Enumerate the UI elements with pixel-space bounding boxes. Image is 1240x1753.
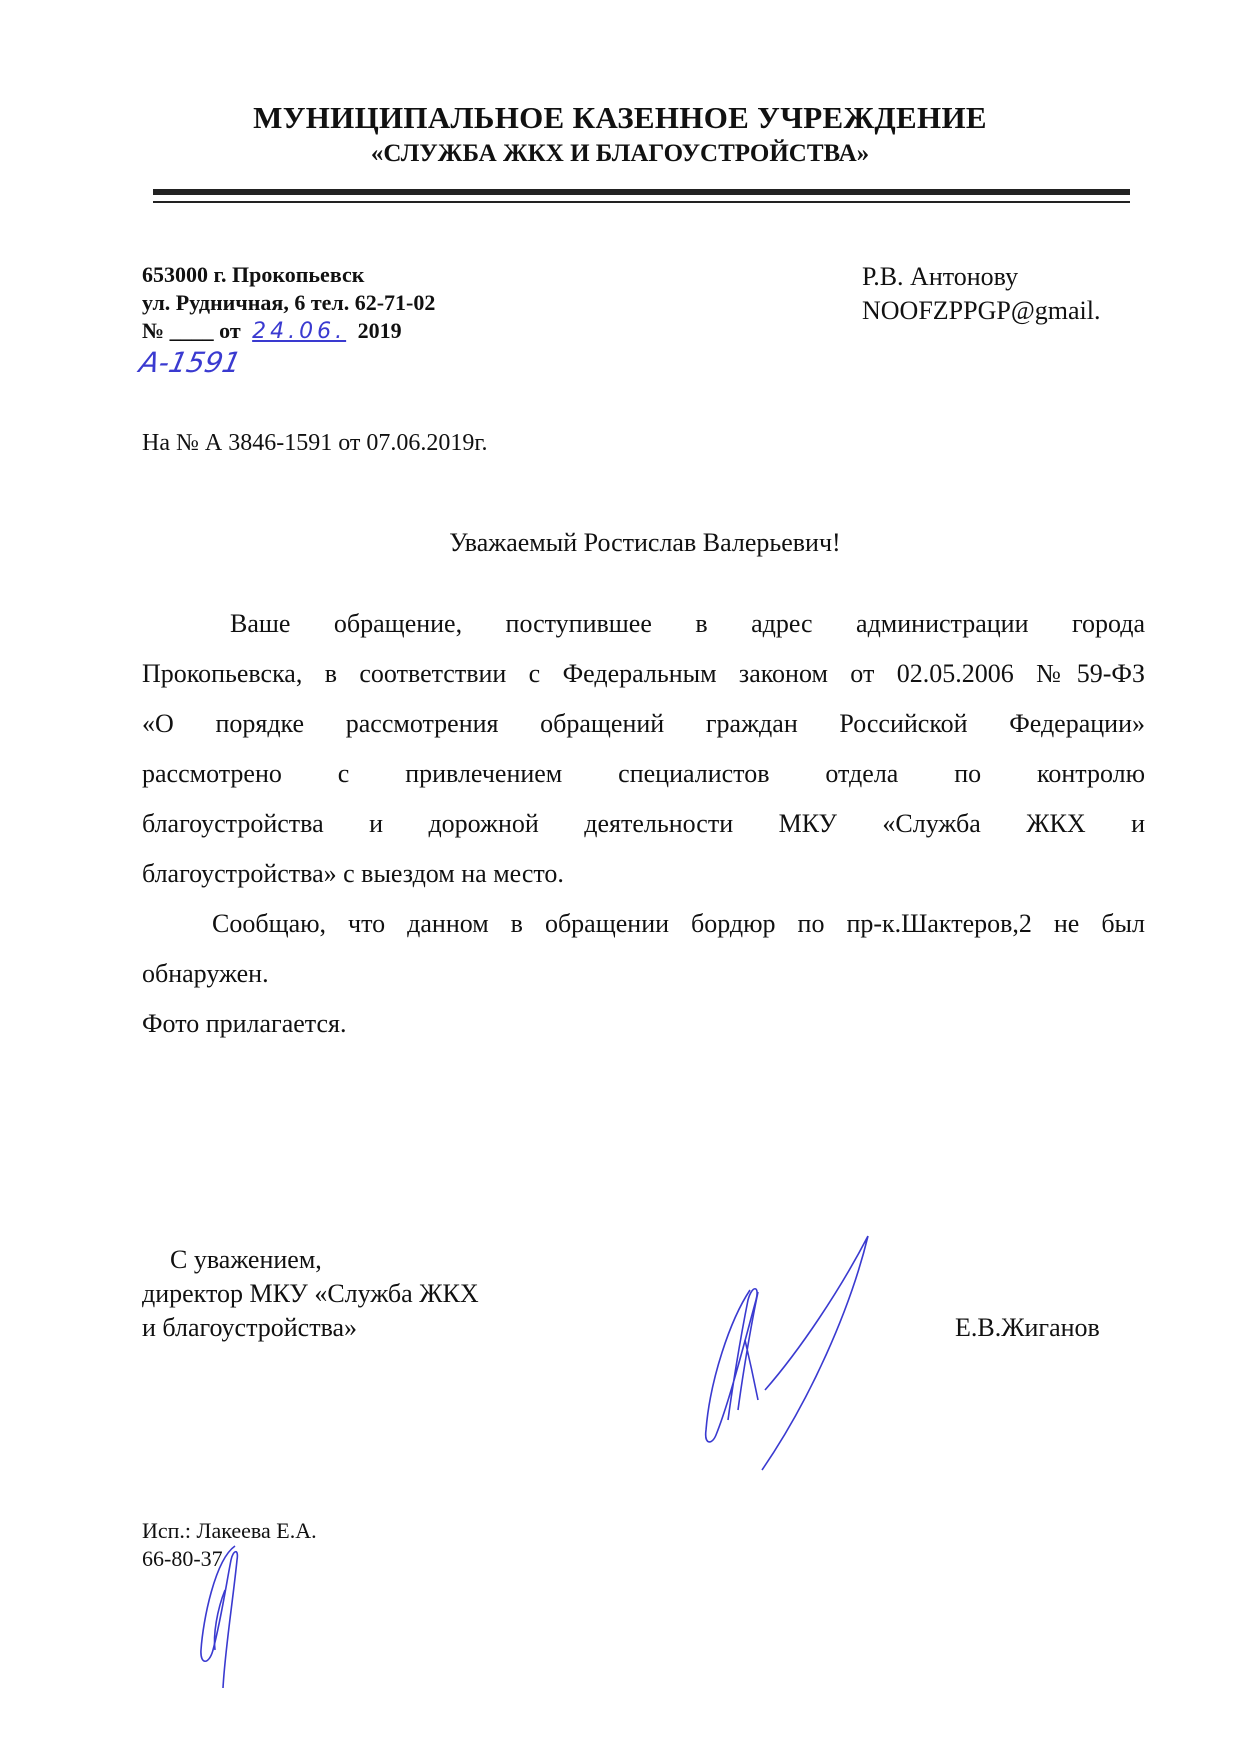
date-prefix: от — [219, 318, 241, 343]
paragraph-line: благоустройства и дорожной деятельности МКУ «Служба ЖКХ и — [142, 809, 1145, 838]
executor-initials-signature — [195, 1540, 255, 1690]
paragraph-line: благоустройства» с выездом на место. — [142, 859, 564, 888]
year: 2019 — [357, 318, 402, 343]
paragraph-line: рассмотрено с привлечением специалистов отдела по контролю — [142, 759, 1145, 788]
header-divider-thin — [153, 201, 1130, 203]
handwritten-registration-number: А-1591 — [136, 346, 245, 379]
director-signature — [690, 1230, 890, 1480]
handwritten-date: 24.06. — [252, 319, 347, 344]
closing-position: директор МКУ «Служба ЖКХ — [142, 1279, 479, 1308]
paragraph-line: Ваше обращение, поступившее в адрес администрации города — [230, 609, 1145, 638]
organization-subtitle: «СЛУЖБА ЖКХ И БЛАГОУСТРОЙСТВА» — [370, 140, 870, 167]
paragraph-line: обнаружен. — [142, 959, 269, 988]
closing-regards: С уважением, — [170, 1245, 322, 1274]
recipient-name: Р.В. Антонову — [862, 262, 1019, 291]
greeting: Уважаемый Ростислав Валерьевич! — [449, 528, 841, 557]
number-blank: ____ — [169, 318, 214, 343]
paragraph-line: Сообщаю, что данном в обращении бордюр по пр-к.Шактеров,2 не был — [212, 909, 1145, 938]
executor-name: Исп.: Лакеева Е.А. — [142, 1518, 317, 1543]
paragraph-line: Прокопьевска, в соответствии с Федеральным законом от 02.05.2006 №59-ФЗ — [142, 659, 1145, 688]
sender-address-street: ул. Рудничная, 6 тел. 62-71-02 — [142, 290, 436, 315]
outgoing-number-line — [142, 318, 402, 344]
number-prefix: № — [142, 318, 165, 343]
header-divider-thick — [153, 189, 1130, 195]
signatory-name: Е.В.Жиганов — [955, 1313, 1100, 1342]
executor-phone: 66-80-37 — [142, 1546, 223, 1571]
reference-number: На № А 3846-1591 от 07.06.2019г. — [142, 430, 488, 456]
paragraph-line: «О порядке рассмотрения обращений граждан Российской Федерации» — [142, 709, 1145, 738]
attachment-note: Фото прилагается. — [142, 1009, 347, 1038]
recipient-email: NOOFZPPGP@gmail. — [862, 296, 1101, 325]
closing-organization: и благоустройства» — [142, 1313, 358, 1342]
sender-address-city: 653000 г. Прокопьевск — [142, 262, 365, 287]
organization-title: МУНИЦИПАЛЬНОЕ КАЗЕННОЕ УЧРЕЖДЕНИЕ — [253, 100, 987, 135]
